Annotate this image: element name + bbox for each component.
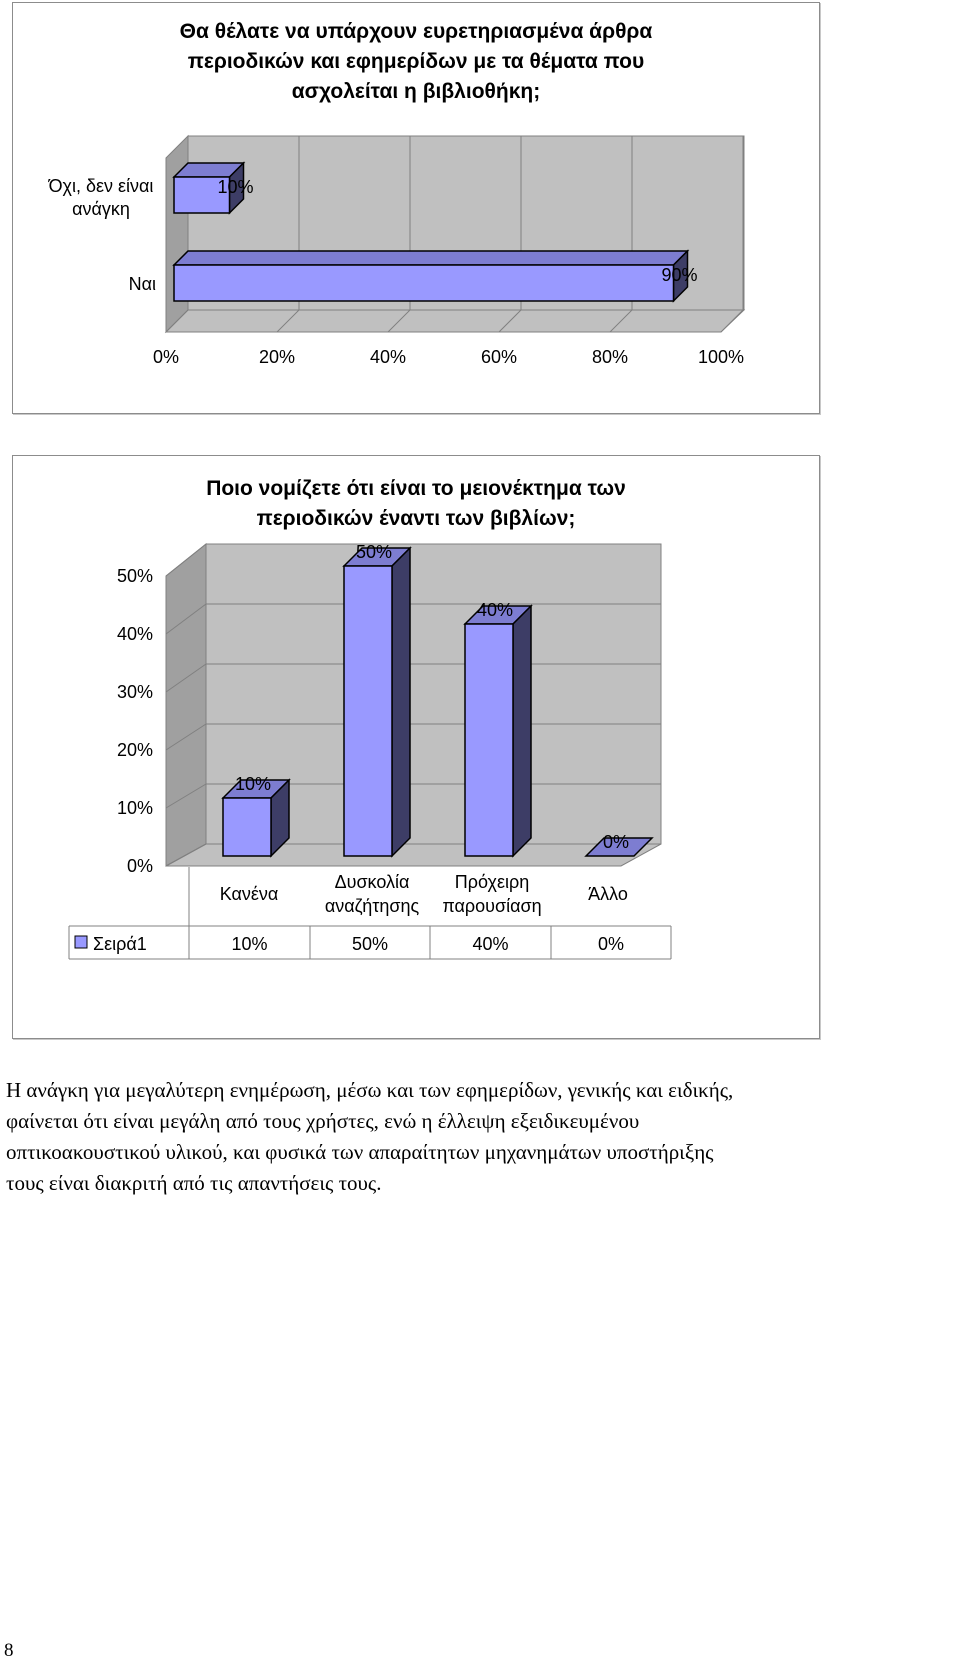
chart-2-category-label: Κανένα bbox=[219, 884, 279, 904]
paragraph-line: οπτικοακουστικού υλικού, και φυσικά των απαραίτητων μηχανημάτων υποστήριξης bbox=[6, 1140, 714, 1164]
chart-1-data-label: 10% bbox=[217, 177, 254, 197]
chart-2 bbox=[12, 455, 820, 1039]
chart-2-data-label: 50% bbox=[355, 542, 393, 562]
paragraph-line: φαίνεται ότι είναι μεγάλη από τους χρήστες, ενώ η έλλειψη εξειδικευμένου bbox=[6, 1109, 640, 1133]
chart-2-bar-side bbox=[392, 548, 410, 856]
chart-1-floor bbox=[166, 310, 744, 332]
chart-1-tick-label: 40% bbox=[369, 347, 407, 367]
page-number: 8 bbox=[4, 1640, 14, 1661]
chart-2-table-value: 10% bbox=[231, 934, 268, 954]
chart-1-tick-label: 20% bbox=[258, 347, 296, 367]
chart-2-category-label: Άλλο bbox=[588, 884, 628, 904]
chart-1-tick-label: 0% bbox=[152, 347, 180, 367]
chart-1-category-label: ανάγκη bbox=[72, 199, 130, 219]
chart-2-table-value: 50% bbox=[351, 934, 389, 954]
chart-2-bar-side bbox=[513, 606, 531, 856]
chart-1 bbox=[12, 2, 820, 414]
chart-2-legend-key bbox=[75, 936, 87, 948]
chart-2-bar bbox=[465, 624, 513, 856]
chart-2-side-wall bbox=[166, 544, 206, 866]
chart-1-plot bbox=[13, 3, 819, 413]
chart-2-category-label: παρουσίαση bbox=[442, 896, 542, 916]
paragraph-line: Η ανάγκη για μεγαλύτερη ενημέρωση, μέσω και των εφημερίδων, γενικής και ειδικής, bbox=[6, 1078, 734, 1102]
chart-2-data-label: 0% bbox=[602, 832, 630, 852]
chart-2-data-label: 10% bbox=[234, 774, 272, 794]
chart-1-category-label: Ναι bbox=[128, 274, 156, 294]
chart-1-title-line: περιοδικών και εφημερίδων με τα θέματα που bbox=[187, 50, 645, 73]
chart-2-series-name: Σειρά1 bbox=[93, 934, 147, 954]
chart-2-category-label: Δυσκολία bbox=[334, 872, 410, 892]
chart-1-bar bbox=[174, 265, 674, 301]
paragraph-line: τους είναι διακριτή από τις απαντήσεις τους. bbox=[6, 1171, 382, 1195]
chart-2-title-line: περιοδικών έναντι των βιβλίων; bbox=[256, 507, 576, 530]
chart-1-category-label: Όχι, δεν είναι bbox=[48, 176, 154, 196]
chart-2-data-label: 40% bbox=[476, 600, 514, 620]
chart-2-category-label: αναζήτησης bbox=[324, 896, 420, 916]
chart-1-tick-label: 100% bbox=[697, 347, 745, 367]
chart-2-tick-label: 20% bbox=[116, 740, 153, 760]
chart-1-title-line: ασχολείται η βιβλιοθήκη; bbox=[291, 80, 541, 103]
chart-2-tick-label: 50% bbox=[116, 566, 153, 586]
chart-1-tick-label: 60% bbox=[480, 347, 518, 367]
chart-2-title-line: Ποιο νομίζετε ότι είναι το μειονέκτημα των bbox=[206, 477, 626, 500]
chart-2-tick-label: 10% bbox=[116, 798, 153, 818]
chart-2-tick-label: 30% bbox=[116, 682, 153, 702]
chart-2-plot bbox=[13, 456, 819, 1038]
chart-2-category-label: Πρόχειρη bbox=[454, 872, 530, 892]
chart-2-tick-label: 40% bbox=[116, 624, 153, 644]
chart-1-bar-top bbox=[174, 251, 688, 265]
chart-2-bar bbox=[344, 566, 392, 856]
chart-2-table-value: 40% bbox=[472, 934, 509, 954]
chart-2-bar bbox=[223, 798, 271, 856]
chart-2-table-value: 0% bbox=[597, 934, 625, 954]
chart-1-title-line: Θα θέλατε να υπάρχουν ευρετηριασμένα άρθρα bbox=[179, 20, 653, 43]
chart-1-data-label: 90% bbox=[661, 265, 698, 285]
chart-2-tick-label: 0% bbox=[126, 856, 153, 876]
chart-1-tick-label: 80% bbox=[591, 347, 629, 367]
